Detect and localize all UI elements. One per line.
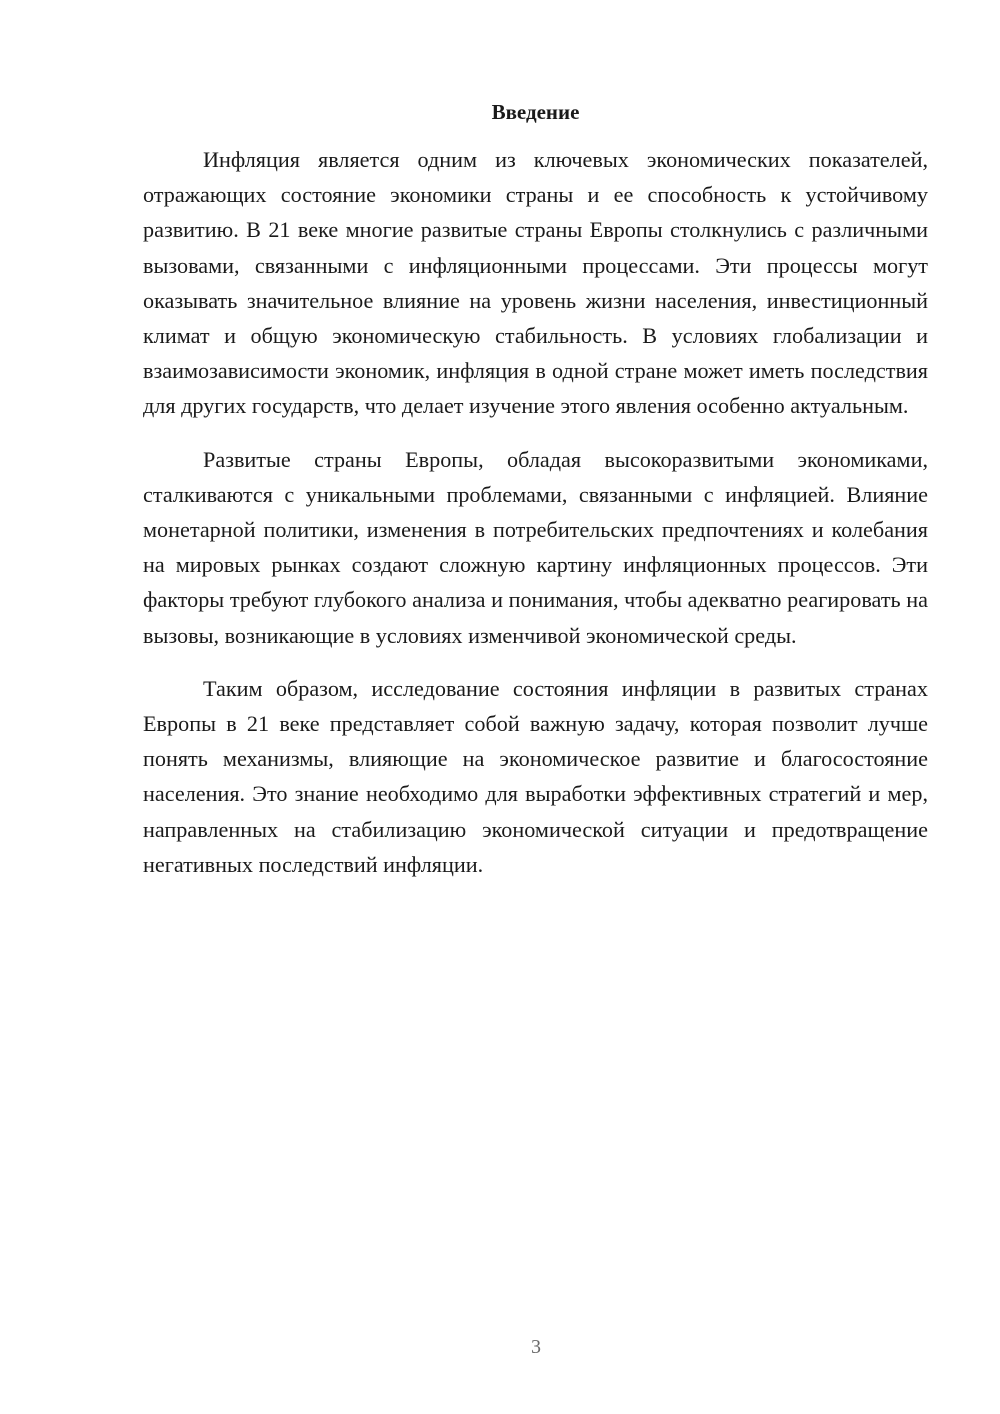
section-heading: Введение xyxy=(491,100,580,124)
paragraph-3: Таким образом, исследование состояния инфляции в развитых странах Европы в 21 веке представляет собой важную задачу, которая позволит лучше понять механизмы, влияющие на экономическое развитие и благосостояние населения. Это знание необходимо для выработки эффективных стратегий и мер, направленных на стабилизацию экономической ситуации и предотвращение негативных последствий инфляции. xyxy=(143,675,928,877)
paragraph-1: Инфляция является одним из ключевых экономических показателей, отражающих состояние экономики страны и ее способность к устойчивому развитию. В 21 веке многие развитые страны Европы столкнулись с различными вызовами, связанными с инфляционными процессами. Эти процессы могут оказывать значительное влияние на уровень жизни населения, инвестиционный климат и общую экономическую стабильность. В условиях глобализации и взаимозависимости экономик, инфляция в одной стране может иметь последствия для других государств, что делает изучение этого явления особенно актуальным. xyxy=(143,147,928,419)
page-number: 3 xyxy=(531,1336,541,1358)
body-text xyxy=(143,142,928,900)
paragraph-2: Развитые страны Европы, обладая высокоразвитыми экономиками, сталкиваются с уникальными проблемами, связанными с инфляцией. Влияние монетарной политики, изменения в потребительских предпочтениях и колебания на мировых рынках создают сложную картину инфляционных процессов. Эти факторы требуют глубокого анализа и понимания, чтобы адекватно реагировать на вызовы, возникающие в условиях изменчивой экономической среды. xyxy=(143,446,928,648)
